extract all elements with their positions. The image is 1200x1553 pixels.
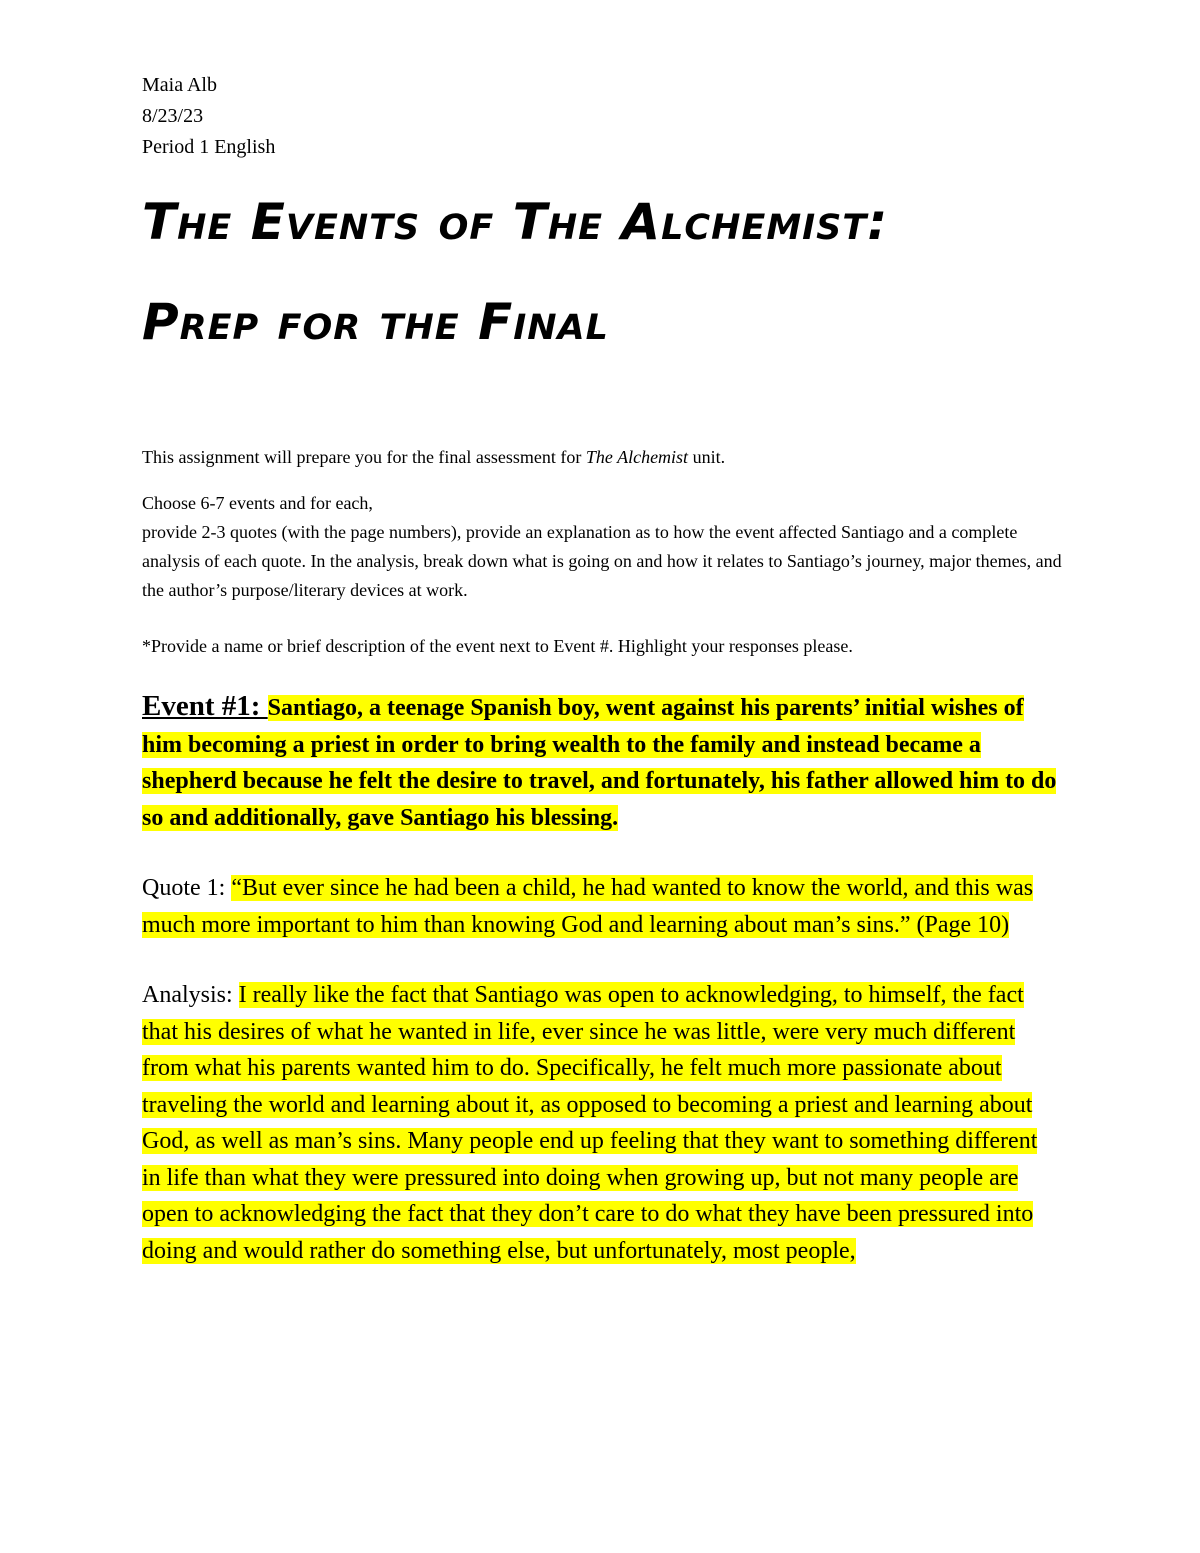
analysis-1-text: I really like the fact that Santiago was open to acknowledging, to himself, the fact that his desires of what he wanted in life, ever since he was little, were very much different from what his parents wanted him to do. Specifically, he felt much more passionate about traveling the world and learning about it, as opposed to becoming a priest and learning about God, as well as man’s sins. Many people end up feeling that they want to something different in life than what they were pressured into doing when growing up, but not many people are open to acknowledging the fact that they don’t care to do what they have been pressured into doing and would rather do something else, but unfortunately, most people, <box>142 982 1038 1264</box>
quote-1-label: Quote 1: <box>142 875 232 901</box>
event-1 <box>142 688 1062 836</box>
class-period: Period 1 English <box>142 136 276 158</box>
quote-1 <box>142 870 1062 943</box>
document-page <box>142 70 1062 1269</box>
analysis-1-label: Analysis: <box>142 982 239 1008</box>
student-name: Maia Alb <box>142 74 217 96</box>
document-title-line-2: Prep for the Final <box>142 293 609 351</box>
assignment-date: 8/23/23 <box>142 105 204 127</box>
event-1-label: Event #1: <box>142 690 268 722</box>
document-title-line-1: The Events of The Alchemist: <box>142 193 889 251</box>
analysis-1 <box>142 977 1062 1269</box>
choose-line-2: provide 2-3 quotes (with the page numbers), provide an explanation as to how the event affected Santiago and a complete analysis of each quote. In the analysis, break down what is going on and how it relates to Santiago’s journey, major themes, and the author’s purpose/literary devices at work. <box>142 522 1062 600</box>
book-title-italic: The Alchemist <box>585 447 689 467</box>
choose-line-1: Choose 6-7 events and for each, <box>142 493 373 513</box>
instructions-intro <box>142 443 1062 472</box>
event-1-description: Santiago, a teenage Spanish boy, went against his parents’ initial wishes of him becoming a priest in order to bring wealth to the family and instead became a shepherd because he felt the desire to travel, and fortunately, his father allowed him to do so and additionally, gave Santiago his blessing. <box>142 695 1057 831</box>
instructions-note: *Provide a name or brief description of the event next to Event #. Highlight your responses please. <box>142 636 853 656</box>
quote-1-text: “But ever since he had been a child, he had wanted to know the world, and this was much more important to him than knowing God and learning about man’s sins.” (Page 10) <box>142 875 1034 938</box>
intro-before: This assignment will prepare you for the final assessment for <box>142 447 586 467</box>
instructions-choose <box>142 489 1062 605</box>
intro-after: unit. <box>688 447 726 467</box>
